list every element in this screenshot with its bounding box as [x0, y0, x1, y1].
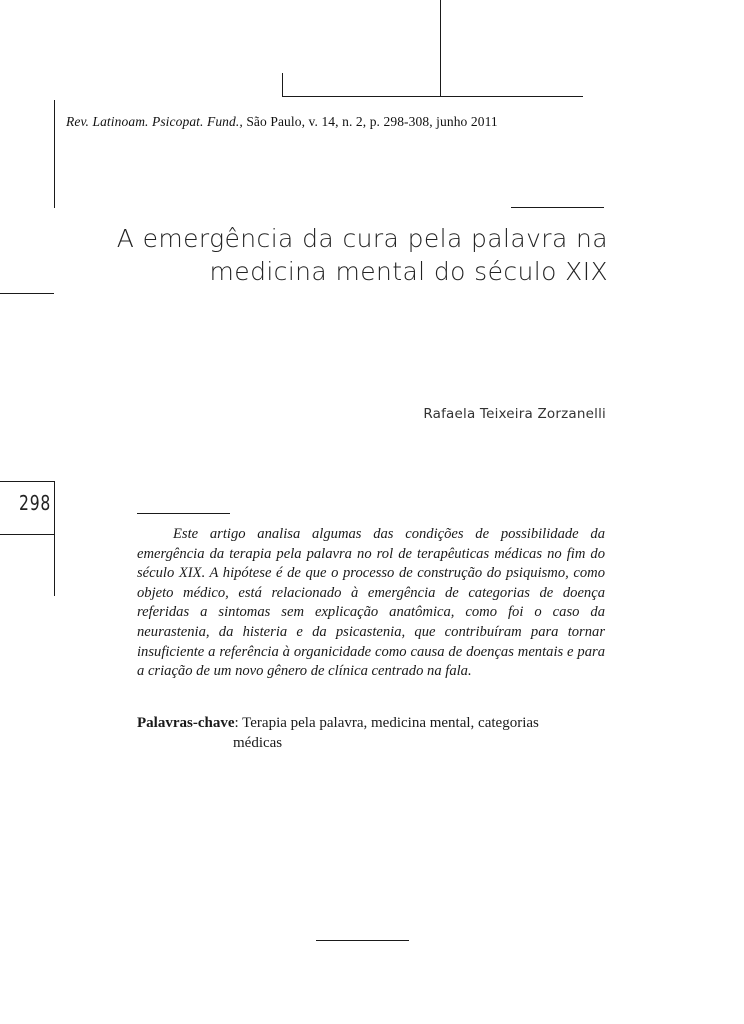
- abstract-text: Este artigo analisa algumas das condições de possibilidade da emergência da terapia pela palavra no rol de terapêuticas médicas no fim do século XIX. A hipótese é de que o processo de construção do psiquismo, como objeto médico, está relacionado à emergência de categorias de doença referidas a sintomas sem explicação anatômica, como foi o caso da neurastenia, da histeria e da psicastenia, que contribuíram para tornar insuficiente a referência à organicidade como causa de doenças mentais e para a criação de um novo gênero de clínica centrado na fala.: [137, 526, 605, 680]
- footer-rule: [316, 940, 409, 941]
- page-number-bottom-rule: [0, 534, 54, 535]
- abstract-top-rule: [137, 513, 230, 514]
- left-margin-horizontal-rule: [0, 293, 54, 294]
- keywords-separator: :: [234, 715, 243, 731]
- keywords-line-2: médicas: [233, 735, 283, 751]
- left-margin-vertical-rule: [54, 100, 55, 208]
- page-number-top-rule: [0, 481, 54, 482]
- article-title-line-2: medicina mental do século XIX: [209, 257, 608, 286]
- page-number-vertical-rule: [54, 481, 55, 596]
- top-horizontal-rule: [282, 96, 583, 97]
- author-name: Rafaela Teixeira Zorzanelli: [423, 406, 606, 422]
- keywords: [137, 713, 605, 753]
- article-title: [90, 222, 608, 288]
- journal-citation: [66, 114, 586, 130]
- top-left-vertical-tick: [282, 73, 283, 97]
- keywords-label: Palavras-chave: [137, 715, 235, 731]
- journal-abbreviation: Rev. Latinoam. Psicopat. Fund.,: [66, 114, 243, 129]
- top-center-vertical-rule: [440, 0, 441, 97]
- citation-details: São Paulo, v. 14, n. 2, p. 298-308, junho 2011: [246, 114, 498, 129]
- keywords-line-1: Terapia pela palavra, medicina mental, categorias: [242, 715, 539, 731]
- page-number: 298: [19, 491, 52, 515]
- article-title-line-1: A emergência da cura pela palavra na: [116, 224, 608, 253]
- title-top-rule: [511, 207, 604, 208]
